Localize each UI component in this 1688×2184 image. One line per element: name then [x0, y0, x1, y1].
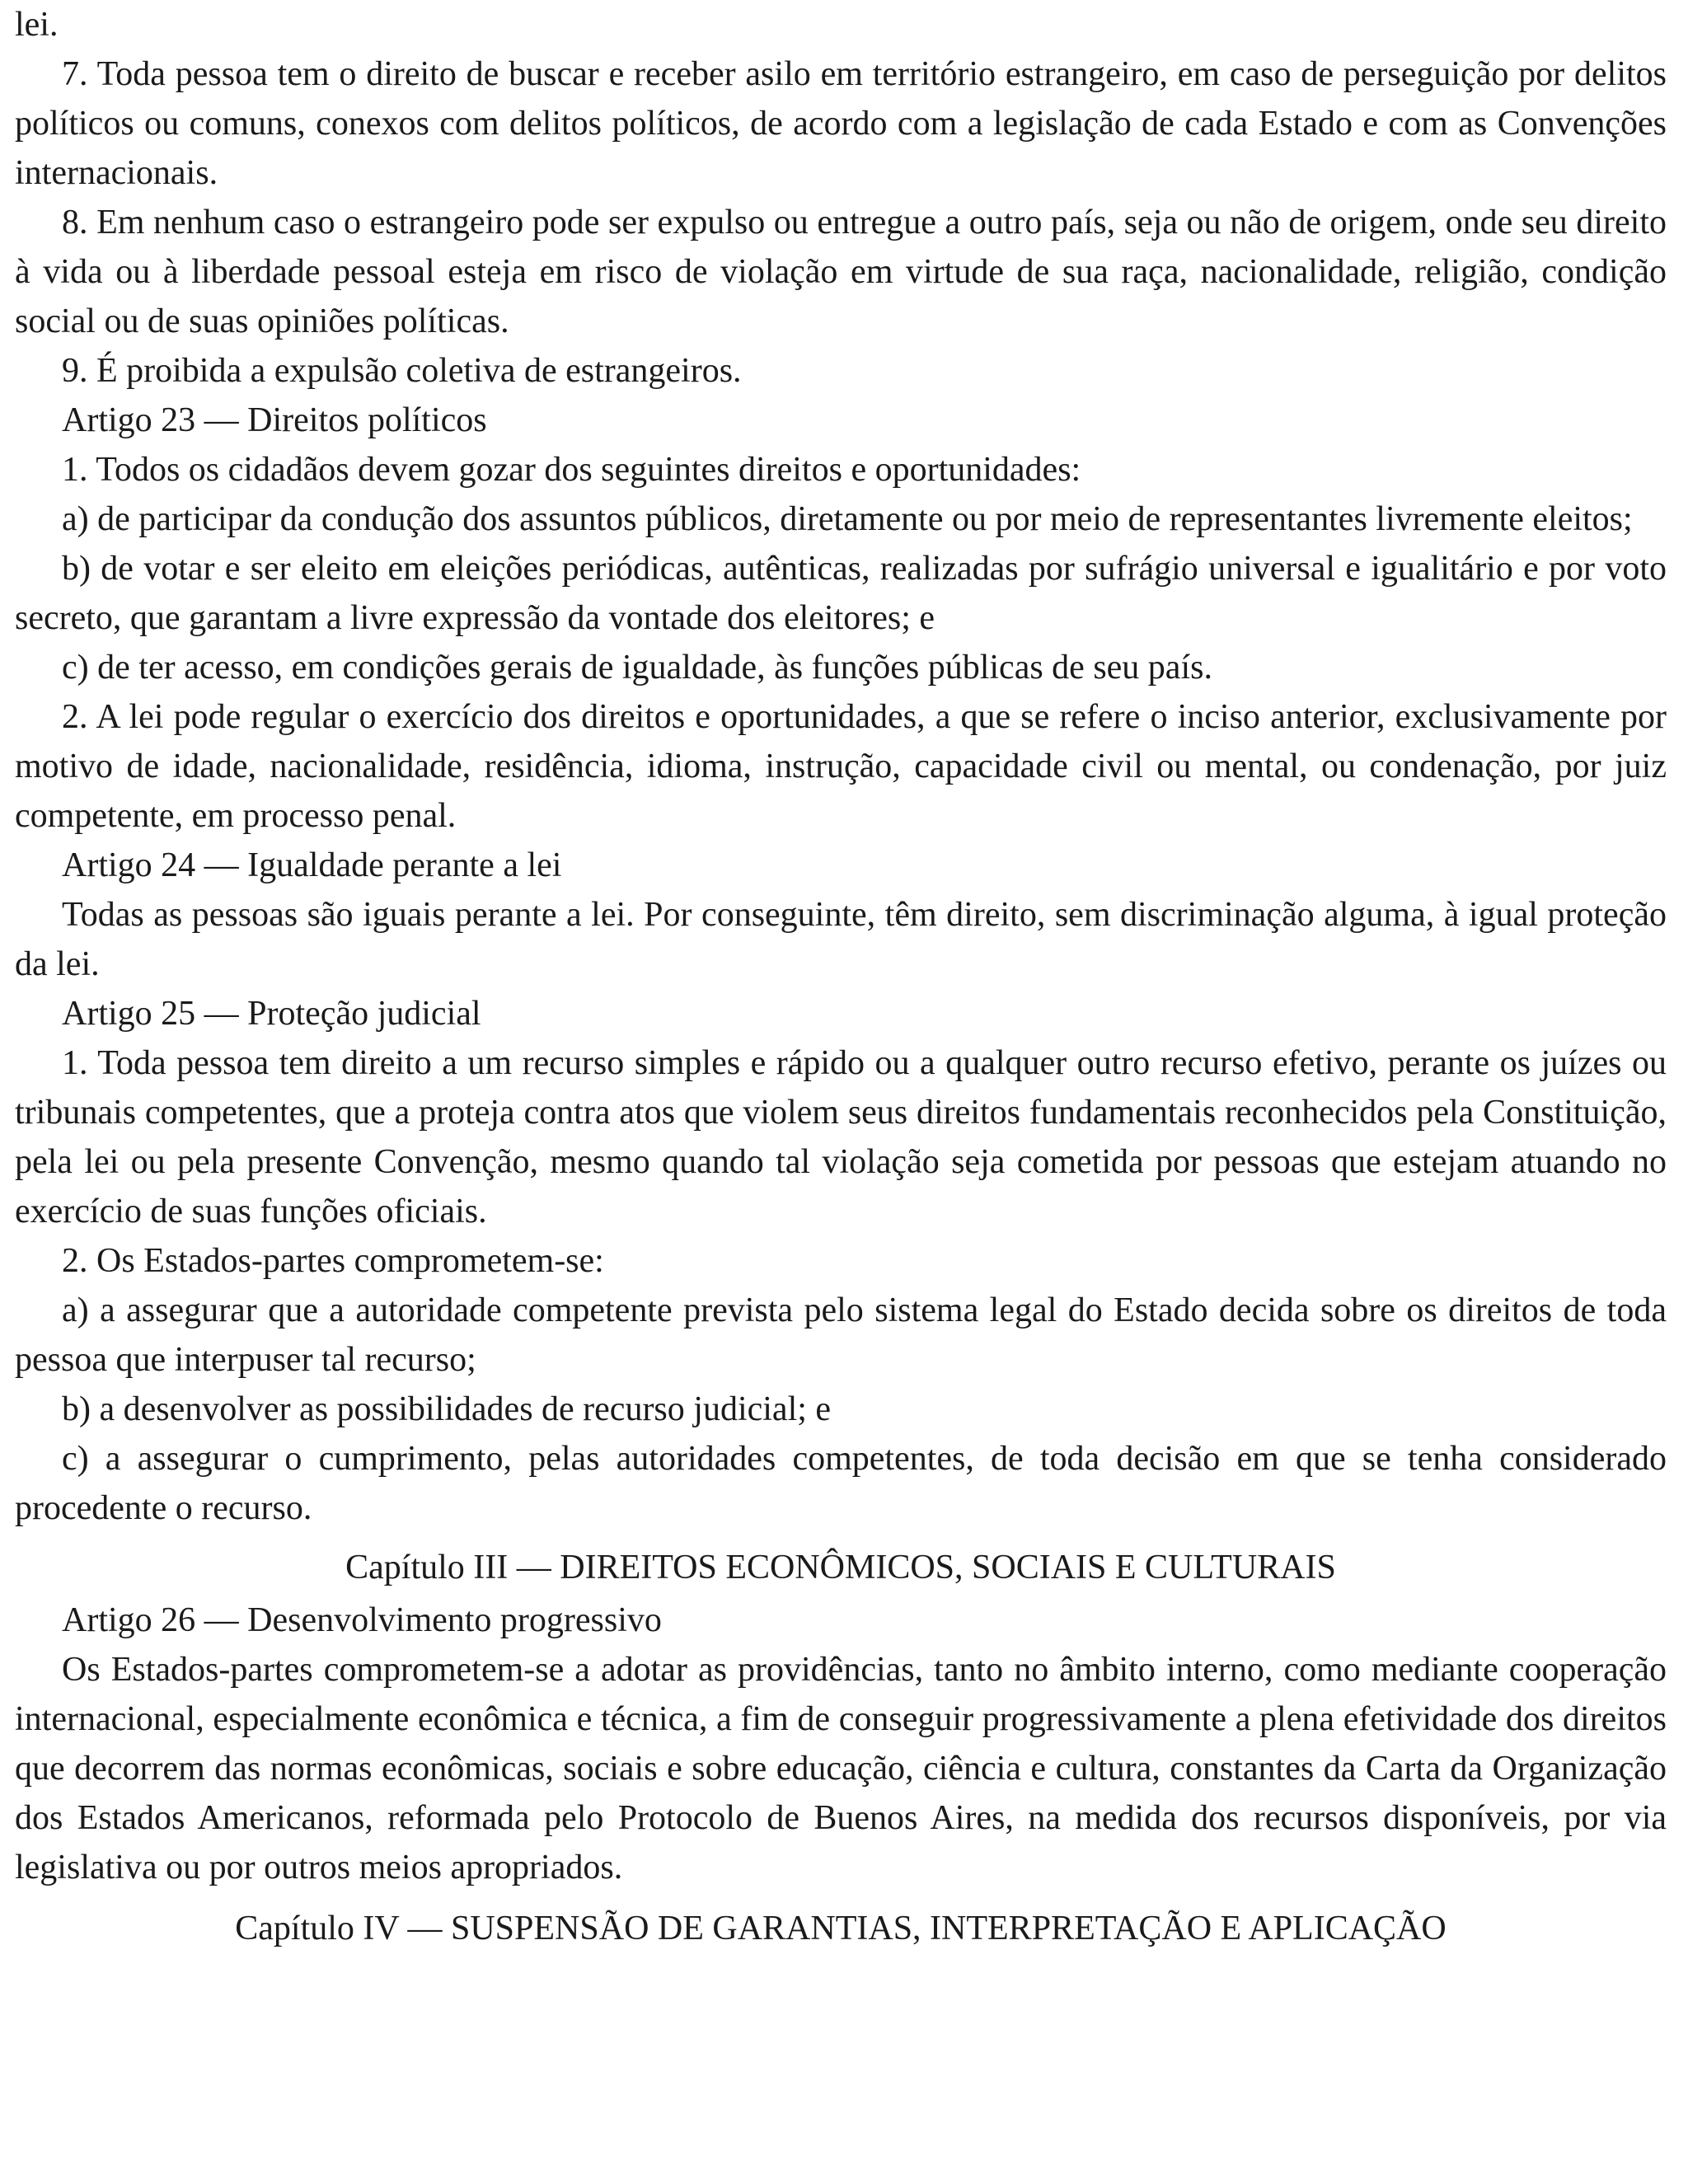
paragraph-item-7: 7. Toda pessoa tem o direito de buscar e receber asilo em território estrangeiro, em caso de perseguição por delitos políticos ou comuns, conexos com delitos políticos, de acordo com a legislação de cada Estado e com as Convenções internacionais. — [15, 55, 1667, 192]
paragraph-art26: Os Estados-partes comprometem-se a adotar as providências, tanto no âmbito interno, como mediante cooperação internacional, especialmente econômica e técnica, a fim de conseguir progressivamente a plena efetividade dos direitos que decorrem das normas econômicas, sociais e sobre educação, ciência e cultura, constantes da Carta da Organização dos Estados Americanos, reformada pelo Protocolo de Buenos Aires, na medida dos recursos disponíveis, por via legislativa ou por outros meios apropriados. — [15, 1651, 1667, 1886]
paragraph-art24: Todas as pessoas são iguais perante a lei. Por conseguinte, têm direito, sem discriminação alguma, à igual proteção da lei. — [15, 896, 1667, 983]
paragraph-art23-1b: b) de votar e ser eleito em eleições periódicas, autênticas, realizadas por sufrágio universal e igualitário e por voto secreto, que garantam a livre expressão da vontade dos eleitores; e — [15, 550, 1667, 637]
paragraph-art25-2: 2. Os Estados-partes comprometem-se: — [62, 1242, 604, 1280]
paragraph-item-8: 8. Em nenhum caso o estrangeiro pode ser expulso ou entregue a outro país, seja ou não de origem, onde seu direito à vida ou à liberdade pessoal esteja em risco de violação em virtude de sua raça, nacionalidade, religião, condição social ou de suas opiniões políticas. — [15, 204, 1667, 340]
paragraph-art25-2c: c) a assegurar o cumprimento, pelas autoridades competentes, de toda decisão em que se tenha considerado procedente o recurso. — [15, 1440, 1667, 1527]
chapter-4-heading: Capítulo IV — SUSPENSÃO DE GARANTIAS, INTERPRETAÇÃO E APLICAÇÃO — [235, 1910, 1447, 1947]
article-25-heading: Artigo 25 — Proteção judicial — [62, 995, 481, 1033]
paragraph-item-9: 9. É proibida a expulsão coletiva de estrangeiros. — [62, 352, 742, 390]
paragraph-art23-1: 1. Todos os cidadãos devem gozar dos seguintes direitos e oportunidades: — [62, 451, 1081, 489]
paragraph-art23-2: 2. A lei pode regular o exercício dos direitos e oportunidades, a que se refere o inciso anterior, exclusivamente por motivo de idade, nacionalidade, residência, idioma, instrução, capacidade civil ou mental, ou condenação, por juiz competente, em processo penal. — [15, 698, 1667, 835]
article-23-heading: Artigo 23 — Direitos políticos — [62, 401, 487, 439]
paragraph-art23-1a: a) de participar da condução dos assuntos públicos, diretamente ou por meio de representantes livremente eleitos; — [62, 500, 1633, 538]
article-26-heading: Artigo 26 — Desenvolvimento progressivo — [62, 1601, 662, 1639]
paragraph-art25-1: 1. Toda pessoa tem direito a um recurso simples e rápido ou a qualquer outro recurso efetivo, perante os juízes ou tribunais competentes, que a proteja contra atos que violem seus direitos fundamentais reconhecidos pela Constituição, pela lei ou pela presente Convenção, mesmo quando tal violação seja cometida por pessoas que estejam atuando no exercício de suas funções oficiais. — [15, 1044, 1667, 1230]
chapter-3-heading: Capítulo III — DIREITOS ECONÔMICOS, SOCIAIS E CULTURAIS — [345, 1549, 1336, 1586]
article-24-heading: Artigo 24 — Igualdade perante a lei — [62, 846, 562, 884]
paragraph-art25-2b: b) a desenvolver as possibilidades de recurso judicial; e — [62, 1390, 832, 1428]
paragraph-art25-2a: a) a assegurar que a autoridade competente prevista pelo sistema legal do Estado decida sobre os direitos de toda pessoa que interpuser tal recurso; — [15, 1291, 1667, 1379]
paragraph-continuation: lei. — [15, 6, 59, 44]
paragraph-art23-1c: c) de ter acesso, em condições gerais de igualdade, às funções públicas de seu país. — [62, 649, 1212, 687]
document-page — [15, 0, 1667, 2184]
